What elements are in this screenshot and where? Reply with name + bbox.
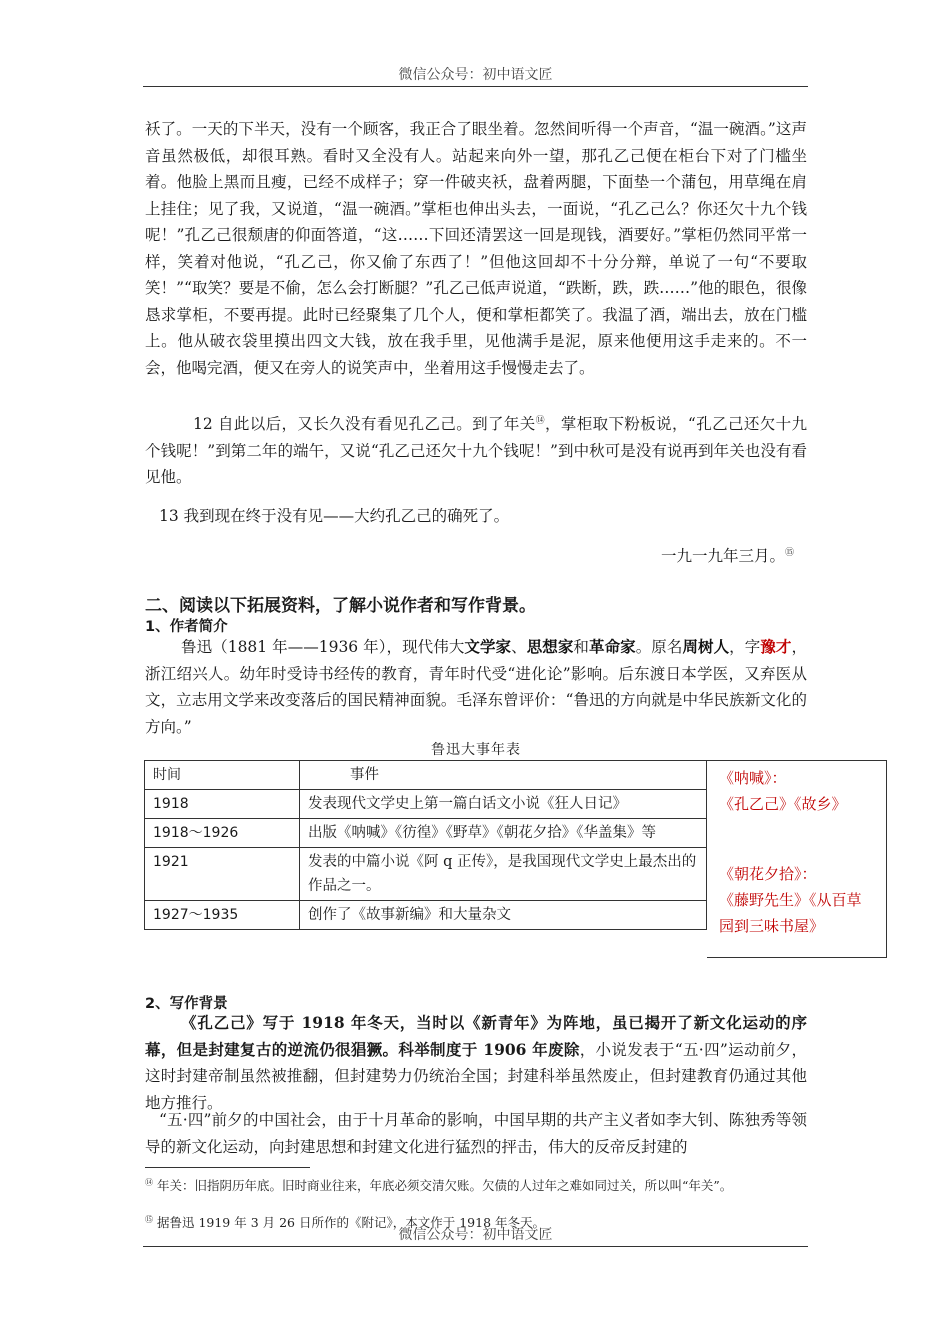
table-cell-event: 发表的中篇小说《阿 q 正传》，是我国现代文学史上最杰出的作品之一。: [300, 848, 707, 901]
bio-text: ，字: [729, 638, 761, 656]
side-note-line: 《藤野先生》《从百草园到三味书屋》: [719, 891, 862, 935]
bio-bold-writer: 文学家: [464, 637, 512, 656]
footnote-text: 年关：旧指阴历年底。旧时商业往来，年底必须交清欠账。欠债的人过年之难如同过关，所以叫“年关”。: [153, 1178, 733, 1194]
subsection-background: 2、写作背景: [145, 996, 228, 1012]
page-footer: 微信公众号：初中语文匠: [143, 1224, 808, 1247]
footnote-text: 据鲁迅 1919 年 3 月 26 日所作的《附记》，本文作于 1918 年冬天。: [153, 1215, 545, 1231]
author-bio: [145, 634, 807, 740]
side-note-line: 《呐喊》：: [719, 769, 787, 787]
background-paragraph-2: “五·四”前夕的中国社会，由于十月革命的影响，中国早期的共产主义者如李大钊、陈独秀等领导的新文化运动，向封建思想和封建文化进行猛烈的抨击，伟大的反帝反封建的: [145, 1111, 807, 1156]
story-date: [661, 544, 794, 566]
footnote-ref-15[interactable]: ⑮: [784, 547, 794, 558]
footnote-ref-14[interactable]: ⑭: [535, 416, 545, 426]
bio-bold-realname: 周树人: [682, 637, 730, 656]
table-cell-time: 1921: [145, 848, 300, 901]
p12-text-b: ，掌柜取下粉板说，“孔乙己还欠十九个钱呢！”到第二年的端午，又说“孔乙己还欠十九个钱呢！”到中秋可是没有说再到年关也没有看见他。: [145, 415, 807, 487]
subsection-author: 1、作者简介: [145, 619, 228, 635]
table-row: [145, 819, 707, 848]
bio-text: 鲁迅（1881 年——1936 年），现代伟大: [181, 638, 465, 656]
story-paragraph-13: 13 我到现在终于没有见——大约孔乙己的确死了。: [159, 507, 510, 525]
side-note-line: 《孔乙己》《故乡》: [719, 795, 847, 813]
timeline-table: [144, 760, 707, 930]
background-paragraph-1: [145, 1010, 807, 1116]
background-bold-text: 《孔乙己》写于 1918 年冬天，当时以《新青年》为阵地，虽已揭开了新文化运动的序幕，但是封建复古的逆流仍很猖獗。科举制度于 1906 年废除: [145, 1013, 807, 1059]
table-cell-time: 1927～1935: [145, 901, 300, 930]
background-text: ，小说发表于“五·四”运动前夕，这时封建帝制虽然被推翻，但封建势力仍统治全国；封建科举虽然废止，但封建教育仍通过其他地方推行。: [145, 1040, 808, 1112]
page-header: 微信公众号：初中语文匠: [143, 64, 808, 87]
date-text: 一九一九年三月。: [660, 547, 785, 565]
header-cell-event: 事件: [300, 761, 707, 790]
works-side-note: [707, 760, 887, 958]
bio-courtesy-name: 豫才: [760, 637, 792, 656]
table-cell-event: 创作了《故事新编》和大量杂文: [300, 901, 707, 930]
section-title: 二、阅读以下拓展资料，了解小说作者和写作背景。: [145, 596, 536, 616]
footnote-mark: ⑮: [145, 1215, 153, 1224]
story-paragraph-12: [145, 408, 807, 491]
table-cell-time: 1918～1926: [145, 819, 300, 848]
header-cell-time: 时间: [145, 761, 300, 790]
p12-text-a: 12 自此以后，又长久没有看见孔乙己。到了年关: [193, 415, 536, 434]
bio-text: 。原名: [635, 638, 683, 656]
side-note-line: 《朝花夕拾》：: [719, 865, 817, 883]
table-cell-event: 发表现代文学史上第一篇白话文小说《狂人日记》: [300, 790, 707, 819]
table-row: [145, 790, 707, 819]
table-row: [145, 848, 707, 901]
bio-bold-thinker: 思想家: [526, 637, 574, 656]
bio-text: 、: [511, 638, 527, 656]
footnote-14: [145, 1173, 807, 1195]
table-caption: 鲁迅大事年表: [431, 742, 521, 758]
table-cell-event: 出版《呐喊》《彷徨》《野草》《朝花夕拾》《华盖集》等: [300, 819, 707, 848]
table-row: [145, 901, 707, 930]
bio-text: 和: [573, 638, 589, 656]
table-header-row: [145, 761, 707, 790]
table-cell-time: 1918: [145, 790, 300, 819]
bio-bold-revolutionary: 革命家: [589, 637, 636, 656]
footnote-mark: ⑭: [145, 1178, 153, 1187]
story-paragraph-11: 袄了。一天的下半天，没有一个顾客，我正合了眼坐着。忽然间听得一个声音，“温一碗酒。”这声音虽然极低，却很耳熟。看时又全没有人。站起来向外一望，那孔乙己便在柜台下对了门槛坐着。他脸上黑而且瘦，已经不成样子；穿一件破夹袄，盘着两腿，下面垫一个蒲包，用草绳在肩上挂住；见了我，又说道，“温一碗酒。”掌柜也伸出头去，一面说，“孔乙己么？你还欠十九个钱呢！”孔乙己很颓唐的仰面答道，“这……下回还清罢这一回是现钱，酒要好。”掌柜仍然同平常一样，笑着对他说，“孔乙己，你又偷了东西了！”但他这回却不十分分辩，单说了一句“不要取笑！”“取笑？要是不偷，怎么会打断腿？”孔乙己低声说道，“跌断，跌，跌……”他的眼色，很像恳求掌柜，不要再提。此时已经聚集了几个人，便和掌柜都笑了。我温了酒，端出去，放在门槛上。他从破衣袋里摸出四文大钱，放在我手里，见他满手是泥，原来他便用这手走来的。不一会，他喝完酒，便又在旁人的说笑声中，坐着用这手慢慢走去了。: [145, 120, 807, 377]
bio-text: ，浙江绍兴人。幼年时受诗书经传的教育，青年时代受“进化论”影响。后东渡日本学医，又弃医从文，立志用文学来改变落后的国民精神面貌。毛泽东曾评价：“鲁迅的方向就是中华民族新文化的方向。”: [145, 638, 807, 736]
footnote-divider: [145, 1167, 310, 1168]
